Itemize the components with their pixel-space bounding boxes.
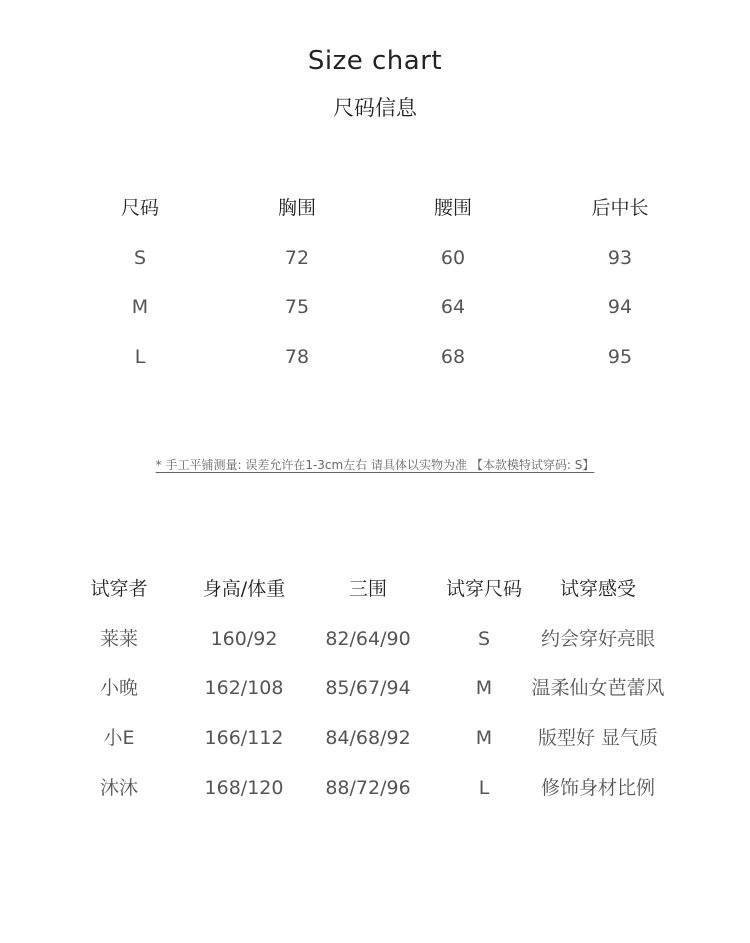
size-header-cell: 后中长 [591, 197, 649, 219]
table-row [0, 341, 750, 391]
table-row [0, 291, 750, 341]
size-header-cell: 胸围 [277, 197, 316, 219]
size-header-cell: 腰围 [433, 197, 472, 219]
fit-cell: M [475, 677, 493, 700]
fit-table-header [0, 573, 750, 623]
fit-cell: S [477, 627, 491, 650]
fit-cell: 84/68/92 [325, 727, 411, 750]
table-row [0, 672, 750, 722]
table-row [0, 242, 750, 292]
fit-cell: 修饰身材比例 [540, 776, 655, 799]
fit-cell: 小晚 [99, 677, 138, 700]
size-cell: L [134, 345, 146, 368]
size-header-cell: 尺码 [120, 197, 159, 219]
fit-cell: 88/72/96 [325, 776, 411, 799]
fit-cell: 小E [103, 727, 135, 750]
fit-header-cell: 试穿尺码 [445, 578, 522, 600]
size-cell: 75 [284, 296, 310, 318]
size-cell: 72 [284, 246, 310, 269]
fit-cell: 版型好 显气质 [537, 727, 659, 750]
fit-cell: L [478, 776, 490, 799]
page-subtitle: 尺码信息 [333, 96, 417, 120]
fit-cell: 85/67/94 [325, 677, 411, 700]
size-cell: 93 [607, 246, 633, 269]
fit-cell: M [475, 727, 493, 750]
fit-cell: 160/92 [210, 627, 278, 650]
fit-cell: 82/64/90 [325, 627, 411, 650]
size-cell: 78 [284, 345, 310, 368]
size-table [0, 192, 750, 390]
table-row [0, 623, 750, 673]
fit-cell: 162/108 [204, 677, 284, 700]
size-cell: S [133, 246, 147, 269]
size-cell: 94 [607, 296, 633, 318]
measurement-note [0, 456, 750, 473]
size-cell: M [131, 296, 149, 318]
fit-table [0, 573, 750, 821]
fit-header-cell: 试穿者 [90, 578, 148, 600]
fit-cell: 莱莱 [99, 627, 138, 650]
fit-cell: 沐沐 [99, 776, 138, 799]
fit-cell: 168/120 [204, 776, 284, 799]
size-table-header [0, 192, 750, 242]
page-title: Size chart [307, 46, 443, 76]
measurement-note-text: * 手工平铺测量: 误差允许在1-3cm左右 请具体以实物为准 【本款模特试穿码: S】 [155, 458, 595, 472]
fit-cell: 温柔仙女芭蕾风 [531, 677, 665, 700]
fit-header-cell: 三围 [348, 578, 387, 600]
fit-header-cell: 身高/体重 [202, 578, 286, 600]
table-row [0, 722, 750, 772]
size-cell: 95 [607, 345, 633, 368]
table-row [0, 772, 750, 822]
fit-header-cell: 试穿感受 [559, 578, 636, 600]
size-cell: 64 [440, 296, 466, 318]
fit-cell: 约会穿好亮眼 [540, 627, 655, 650]
size-cell: 68 [440, 345, 466, 368]
fit-cell: 166/112 [204, 727, 284, 750]
size-cell: 60 [440, 246, 466, 269]
